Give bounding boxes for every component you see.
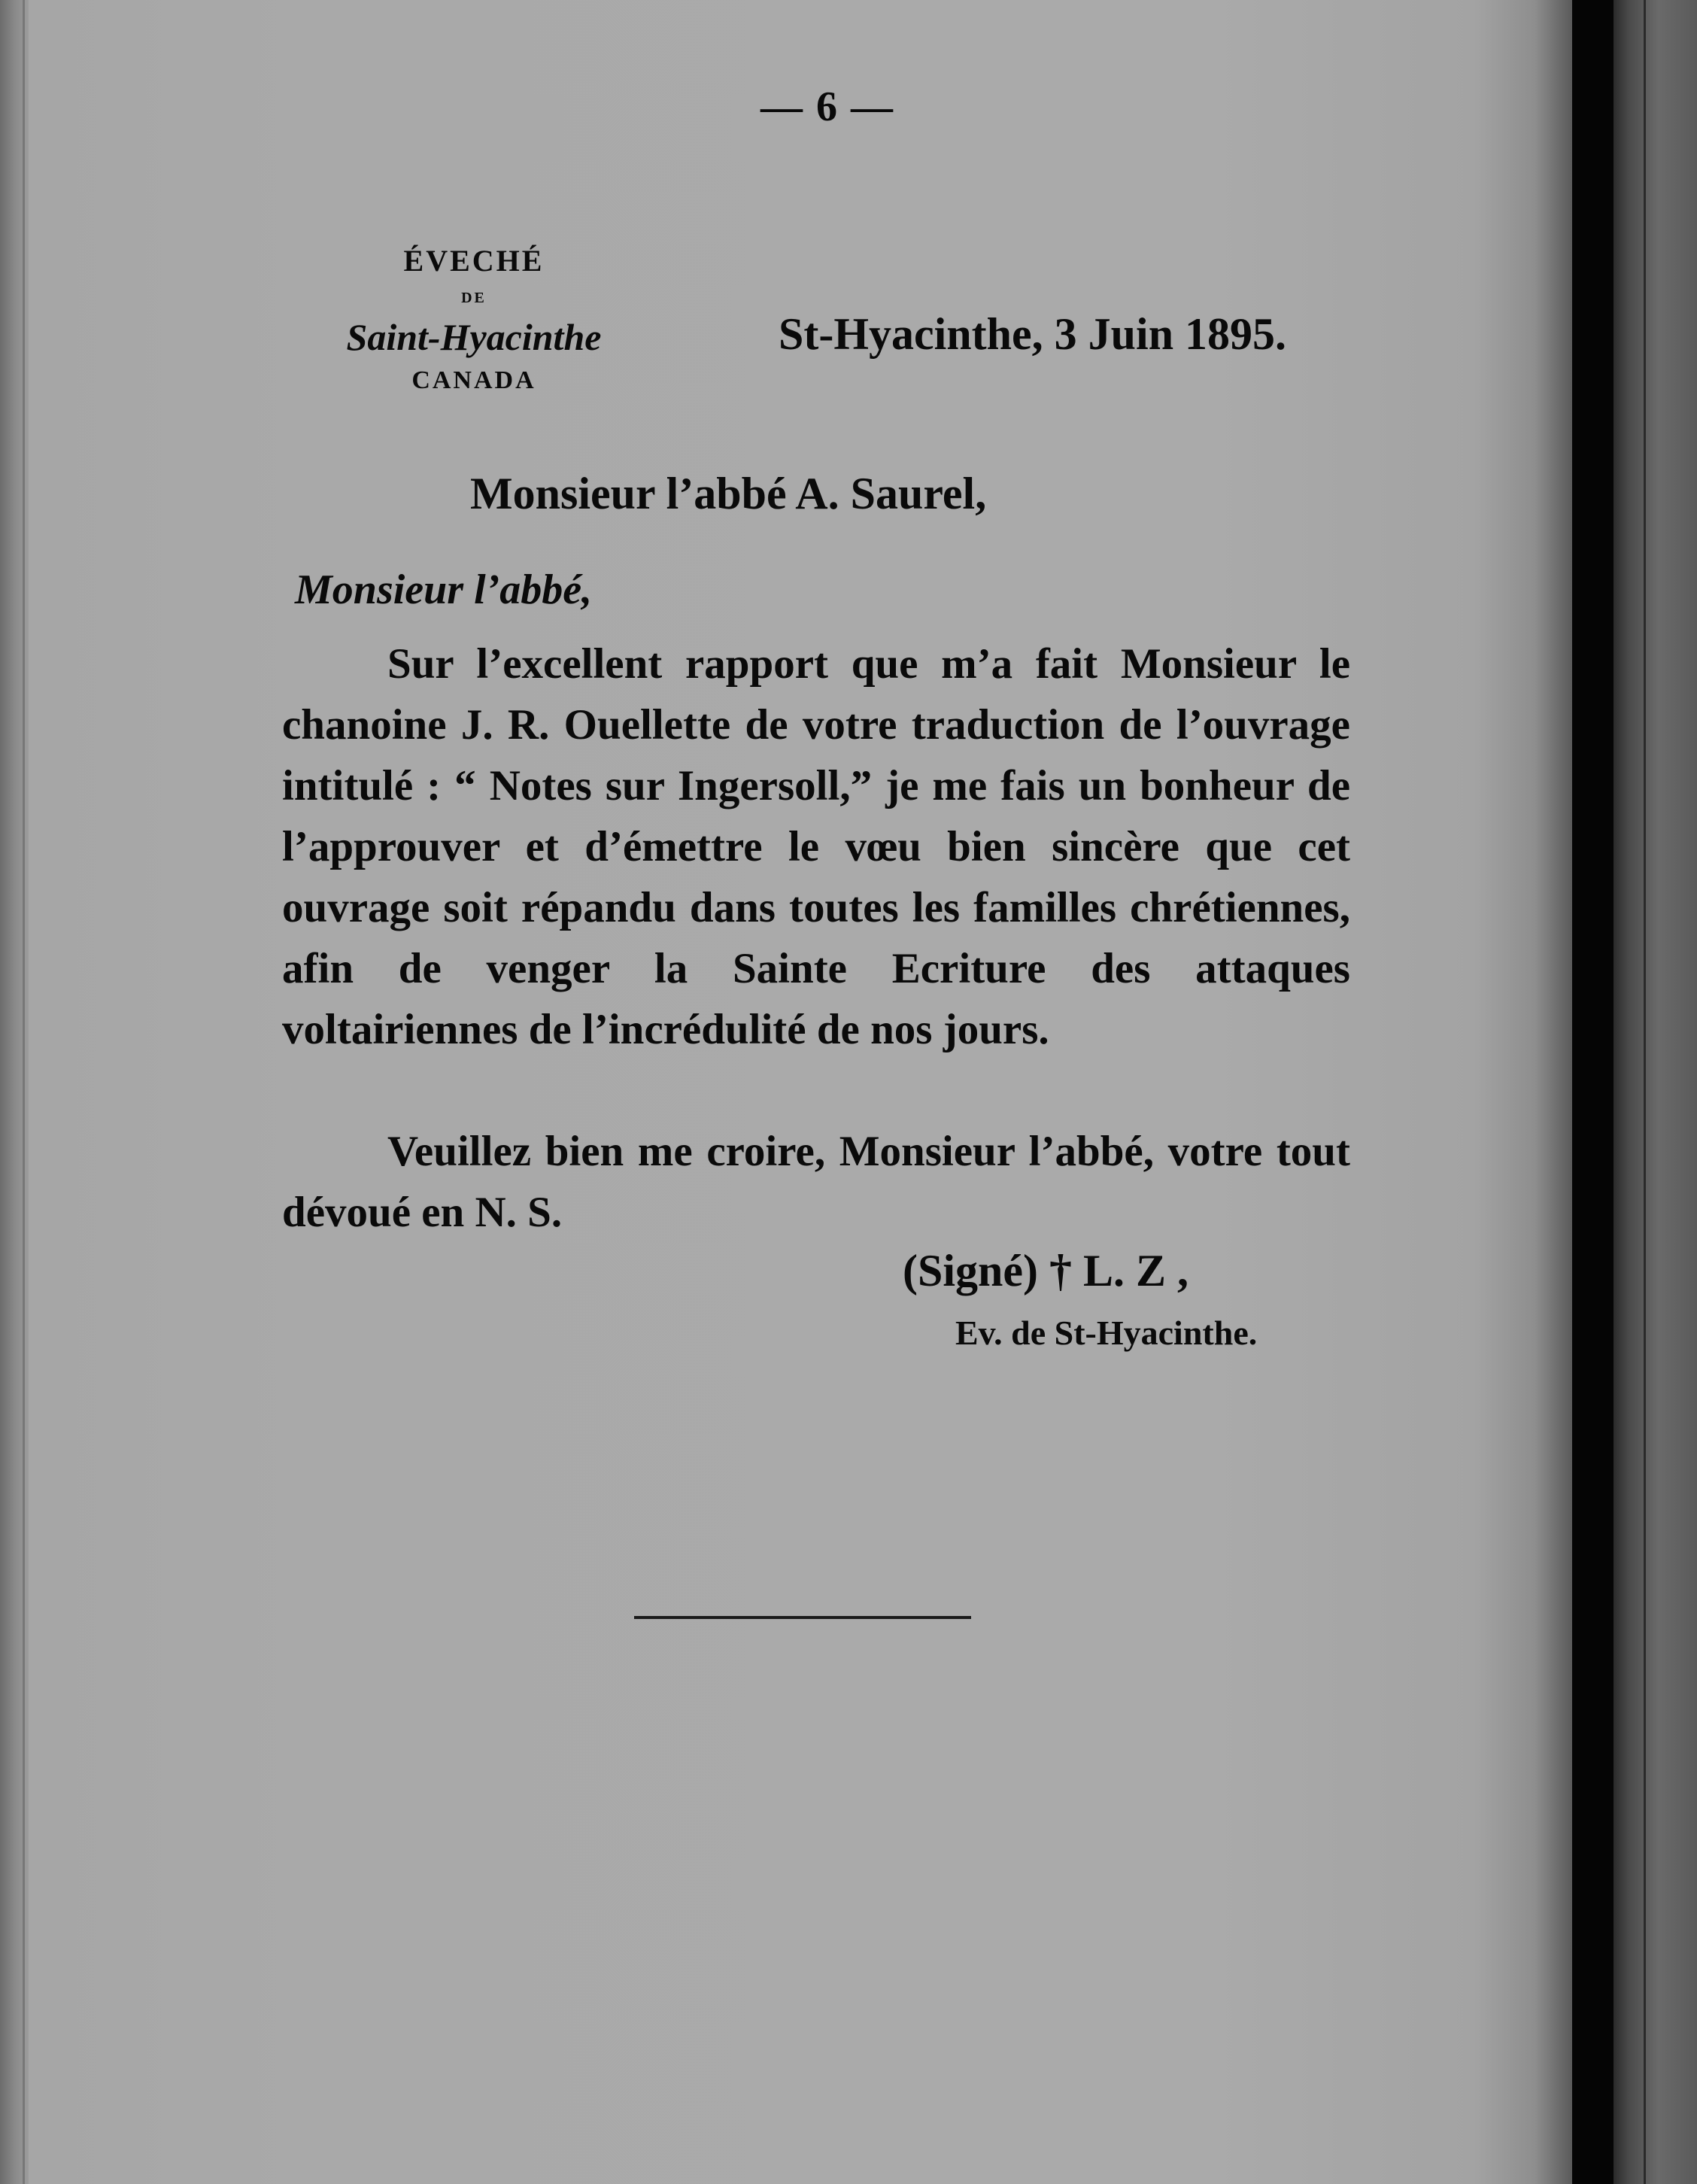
adjacent-page-edge xyxy=(1614,0,1697,2184)
addressee: Monsieur l’abbé A. Saurel, xyxy=(470,469,987,518)
adjacent-page-line xyxy=(1644,0,1646,2184)
letterhead xyxy=(286,242,662,403)
binding-shadow xyxy=(1572,0,1614,2184)
letterhead-line-4: CANADA xyxy=(411,366,536,394)
letterhead-line-3: Saint-Hyacinthe xyxy=(346,316,602,358)
signature: (Signé) † L. Z , xyxy=(903,1246,1189,1296)
horizontal-rule xyxy=(634,1616,971,1619)
body-paragraph-1: Sur l’excellent rapport que m’a fait Monsieur le chanoine J. R. Ouellette de votre traduction de l’ouvrage intitulé : “ Notes sur Ingersoll,” je me fais un bonheur de l’approuver et d’émettre le vœu bien sincère que cet ouvrage soit répandu dans toutes les familles chrétiennes, afin de venger la Sainte Ecriture des attaques voltairiennes de l’incrédulité de nos jours. xyxy=(282,640,1350,1053)
date-line: St-Hyacinthe, 3 Juin 1895. xyxy=(779,309,1287,359)
body-paragraph-2: Veuillez bien me croire, Monsieur l’abbé, votre tout dévoué en N. S. xyxy=(282,1128,1350,1236)
letterhead-line-2: DE xyxy=(461,290,487,306)
page-number: — 6 — xyxy=(760,84,894,130)
salutation: Monsieur l’abbé, xyxy=(295,567,593,613)
signature-title: Ev. de St-Hyacinthe. xyxy=(955,1314,1258,1352)
letterhead-line-1: ÉVECHÉ xyxy=(403,244,545,278)
